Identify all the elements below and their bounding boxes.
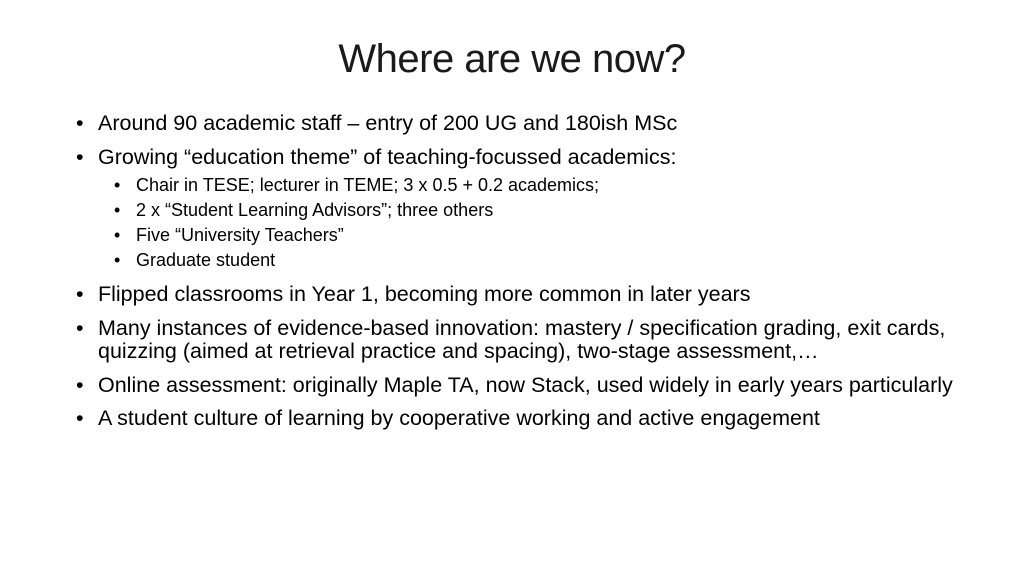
bullet-item (76, 374, 956, 398)
sub-bullet-text: 2 x “Student Learning Advisors”; three others (136, 200, 494, 220)
sub-bullet-item (114, 248, 956, 273)
bullet-item (76, 317, 956, 364)
slide-content (76, 112, 956, 441)
bullet-text: Growing “education theme” of teaching-focussed academics: (98, 144, 677, 169)
bullet-item (76, 407, 956, 431)
sub-bullet-item (114, 173, 956, 198)
slide-title: Where are we now? (338, 37, 686, 81)
bullet-item (76, 112, 956, 136)
sub-bullet-list (98, 173, 956, 273)
bullet-text: Around 90 academic staff – entry of 200 UG and 180ish MSc (98, 111, 678, 135)
sub-bullet-item (114, 198, 956, 223)
bullet-text: Flipped classrooms in Year 1, becoming more common in later years (98, 282, 751, 306)
bullet-text: Online assessment: originally Maple TA, now Stack, used widely in early years particularly (98, 372, 953, 397)
sub-bullet-text: Chair in TESE; lecturer in TEME; 3 x 0.5 + 0.2 academics; (136, 175, 600, 195)
sub-bullet-text: Five “University Teachers” (136, 225, 344, 245)
bullet-list (76, 112, 956, 431)
bullet-text: Many instances of evidence-based innovation: mastery / specification grading, exit cards, quizzing (aimed at retrieval practice and spacing), two-stage assessment,… (98, 315, 946, 363)
bullet-item (76, 146, 956, 274)
bullet-text: A student culture of learning by cooperative working and active engagement (98, 406, 820, 430)
bullet-item (76, 283, 956, 307)
sub-bullet-text: Graduate student (136, 250, 276, 270)
sub-bullet-item (114, 223, 956, 248)
